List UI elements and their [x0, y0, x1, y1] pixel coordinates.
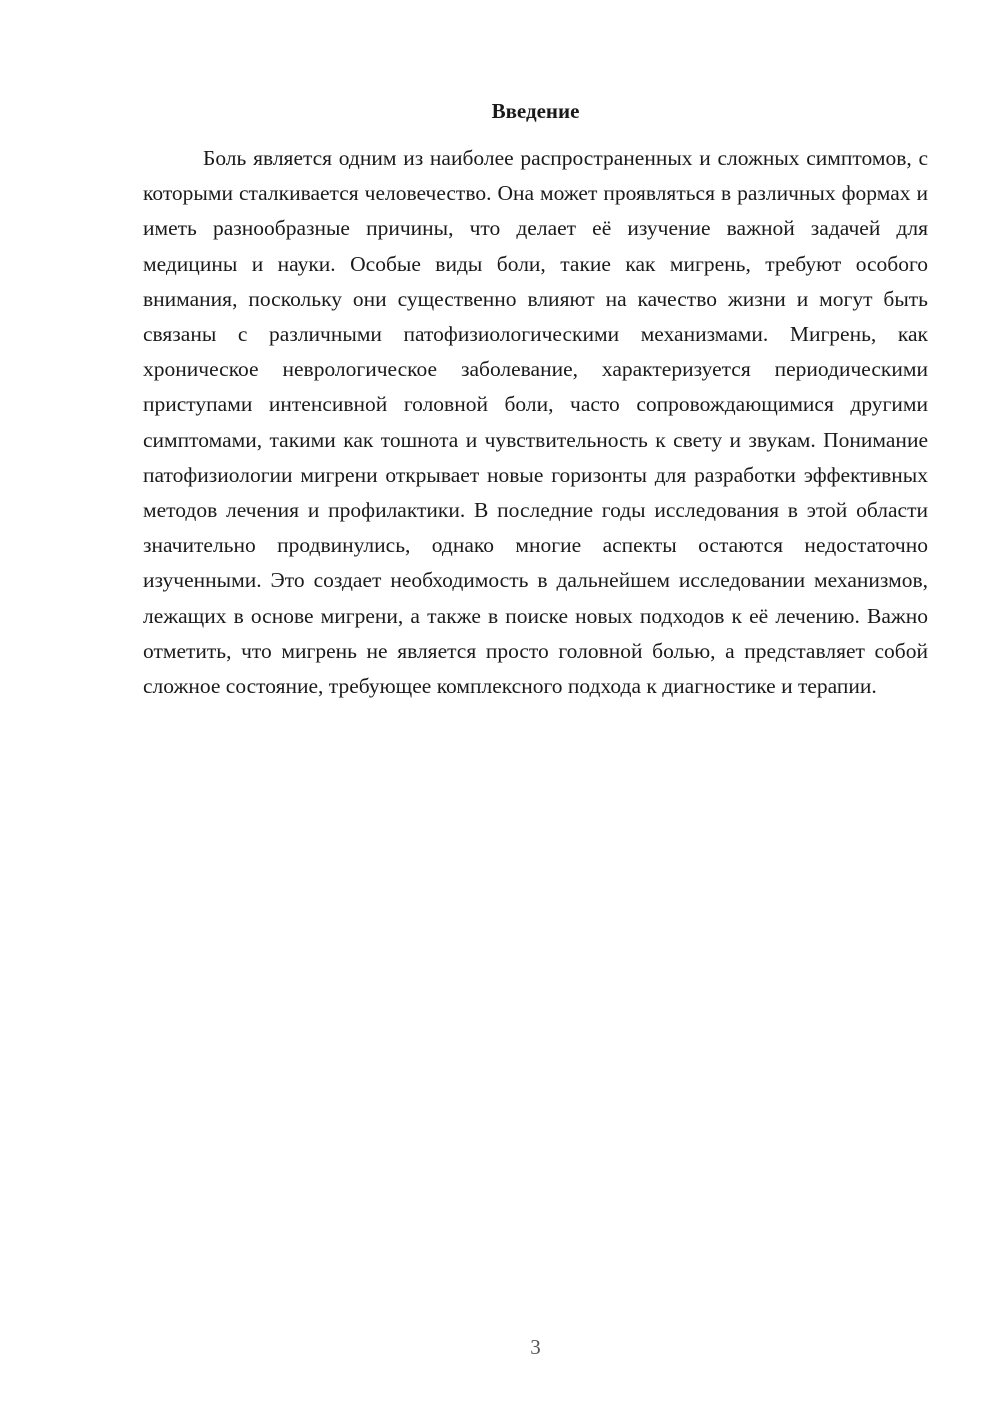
page-number: 3	[530, 1335, 541, 1359]
section-heading: Введение	[491, 99, 580, 123]
intro-paragraph: Боль является одним из наиболее распространенных и сложных симптомов, с которыми сталкивается человечество. Она может проявляться в различных формах и иметь разнообразные причины, что делает её изучение важной задачей для медицины и науки. Особые виды боли, такие как мигрень, требуют особого внимания, поскольку они существенно влияют на качество жизни и могут быть связаны с различными патофизиологическими механизмами. Мигрень, как хроническое неврологическое заболевание, характеризуется периодическими приступами интенсивной головной боли, часто сопровождающимися другими симптомами, такими как тошнота и чувствительность к свету и звукам. Понимание патофизиологии мигрени открывает новые горизонты для разработки эффективных методов лечения и профилактики. В последние годы исследования в этой области значительно продвинулись, однако многие аспекты остаются недостаточно изученными. Это создает необходимость в дальнейшем исследовании механизмов, лежащих в основе мигрени, а также в поиске новых подходов к её лечению. Важно отметить, что мигрень не является просто головной болью, а представляет собой сложное состояние, требующее комплексного подхода к диагностике и терапии.	[143, 146, 928, 699]
